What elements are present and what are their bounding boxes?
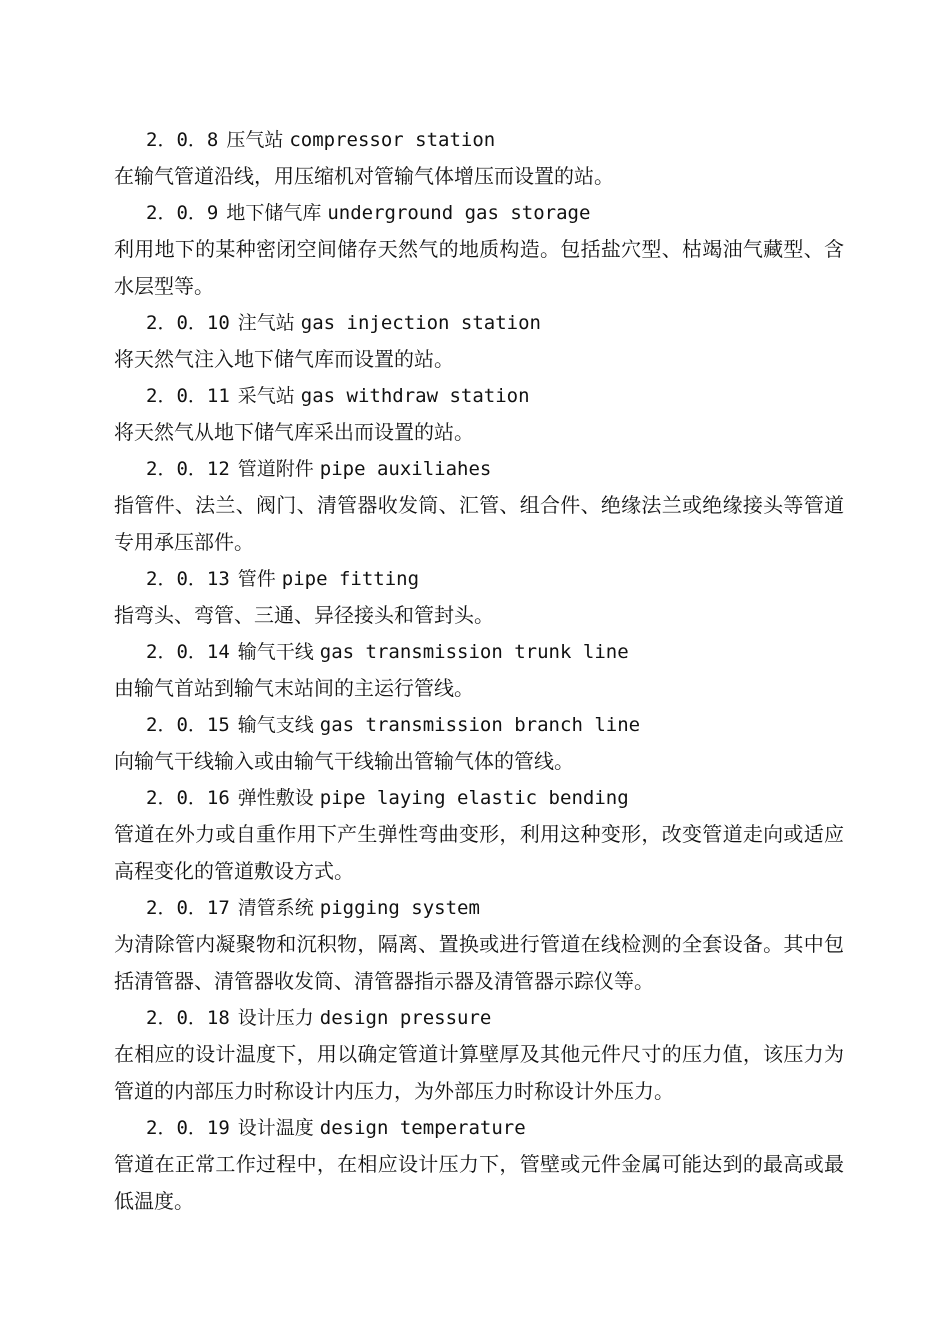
term-number: 2．0．14 xyxy=(146,641,230,663)
term-number: 2．0．12 xyxy=(146,458,230,480)
term-definition: 指弯头、弯管、三通、异径接头和管封头。 xyxy=(114,603,494,627)
term-entry-2-0-13 xyxy=(114,561,844,634)
term-english: pipe laying elastic bending xyxy=(319,787,629,809)
term-heading xyxy=(114,1110,844,1146)
term-entry-2-0-17 xyxy=(114,890,844,1000)
term-heading xyxy=(114,378,844,414)
term-heading xyxy=(114,305,844,341)
term-definition: 管道在正常工作过程中，在相应设计压力下，管壁或元件金属可能达到的最高或最低温度。 xyxy=(114,1152,844,1213)
term-heading xyxy=(114,122,844,158)
term-number: 2．0．13 xyxy=(146,568,230,590)
term-definition: 将天然气注入地下储气库而设置的站。 xyxy=(114,347,454,371)
term-english: pipe fitting xyxy=(281,568,420,590)
term-chinese: 设计温度 xyxy=(237,1117,314,1139)
term-chinese: 压气站 xyxy=(226,129,284,151)
term-chinese: 管道附件 xyxy=(237,458,314,480)
term-heading xyxy=(114,1000,844,1036)
term-definition: 在输气管道沿线，用压缩机对管输气体增压而设置的站。 xyxy=(114,164,614,188)
term-entry-2-0-11 xyxy=(114,378,844,451)
term-english: pigging system xyxy=(319,897,480,919)
term-chinese: 输气干线 xyxy=(237,641,314,663)
term-entry-2-0-12 xyxy=(114,451,844,561)
term-chinese: 输气支线 xyxy=(237,714,314,736)
term-english: gas transmission branch line xyxy=(319,714,641,736)
term-entry-2-0-14 xyxy=(114,634,844,707)
term-number: 2．0．9 xyxy=(146,202,219,224)
term-heading xyxy=(114,634,844,670)
term-entry-2-0-19 xyxy=(114,1110,844,1220)
term-number: 2．0．15 xyxy=(146,714,230,736)
term-english: gas withdraw station xyxy=(300,385,530,407)
term-number: 2．0．16 xyxy=(146,787,230,809)
term-definition: 为清除管内凝聚物和沉积物，隔离、置换或进行管道在线检测的全套设备。其中包括清管器、清管器收发筒、清管器指示器及清管器示踪仪等。 xyxy=(114,932,844,993)
term-chinese: 采气站 xyxy=(237,385,295,407)
term-heading xyxy=(114,707,844,743)
term-english: design pressure xyxy=(319,1007,492,1029)
term-english: gas transmission trunk line xyxy=(319,641,629,663)
term-number: 2．0．8 xyxy=(146,129,219,151)
term-definition: 指管件、法兰、阀门、清管器收发筒、汇管、组合件、绝缘法兰或绝缘接头等管道专用承压部件。 xyxy=(114,493,844,554)
term-english: design temperature xyxy=(319,1117,526,1139)
term-heading xyxy=(114,561,844,597)
term-heading xyxy=(114,890,844,926)
term-heading xyxy=(114,780,844,816)
term-heading xyxy=(114,195,844,231)
term-entry-2-0-15 xyxy=(114,707,844,780)
term-entry-2-0-9 xyxy=(114,195,844,305)
term-chinese: 设计压力 xyxy=(237,1007,314,1029)
term-definition: 在相应的设计温度下，用以确定管道计算壁厚及其他元件尺寸的压力值，该压力为管道的内部压力时称设计内压力，为外部压力时称设计外压力。 xyxy=(114,1042,844,1103)
term-number: 2．0．19 xyxy=(146,1117,230,1139)
term-definition: 管道在外力或自重作用下产生弹性弯曲变形，利用这种变形，改变管道走向或适应高程变化的管道敷设方式。 xyxy=(114,822,844,883)
term-number: 2．0．17 xyxy=(146,897,230,919)
term-entry-2-0-8 xyxy=(114,122,844,195)
term-entry-2-0-10 xyxy=(114,305,844,378)
term-english: underground gas storage xyxy=(327,202,591,224)
term-number: 2．0．11 xyxy=(146,385,230,407)
term-chinese: 注气站 xyxy=(237,312,295,334)
term-chinese: 管件 xyxy=(237,568,276,590)
term-chinese: 地下储气库 xyxy=(226,202,322,224)
term-chinese: 清管系统 xyxy=(237,897,314,919)
term-english: gas injection station xyxy=(300,312,541,334)
term-entry-2-0-16 xyxy=(114,780,844,890)
term-definition: 利用地下的某种密闭空间储存天然气的地质构造。包括盐穴型、枯竭油气藏型、含水层型等。 xyxy=(114,237,844,298)
document-page xyxy=(114,122,844,1220)
term-definition: 将天然气从地下储气库采出而设置的站。 xyxy=(114,420,474,444)
term-number: 2．0．18 xyxy=(146,1007,230,1029)
term-entry-2-0-18 xyxy=(114,1000,844,1110)
term-definition: 向输气干线输入或由输气干线输出管输气体的管线。 xyxy=(114,749,574,773)
term-english: compressor station xyxy=(289,129,496,151)
term-english: pipe auxiliahes xyxy=(319,458,492,480)
term-heading xyxy=(114,451,844,487)
term-definition: 由输气首站到输气末站间的主运行管线。 xyxy=(114,676,474,700)
term-number: 2．0．10 xyxy=(146,312,230,334)
term-chinese: 弹性敷设 xyxy=(237,787,314,809)
